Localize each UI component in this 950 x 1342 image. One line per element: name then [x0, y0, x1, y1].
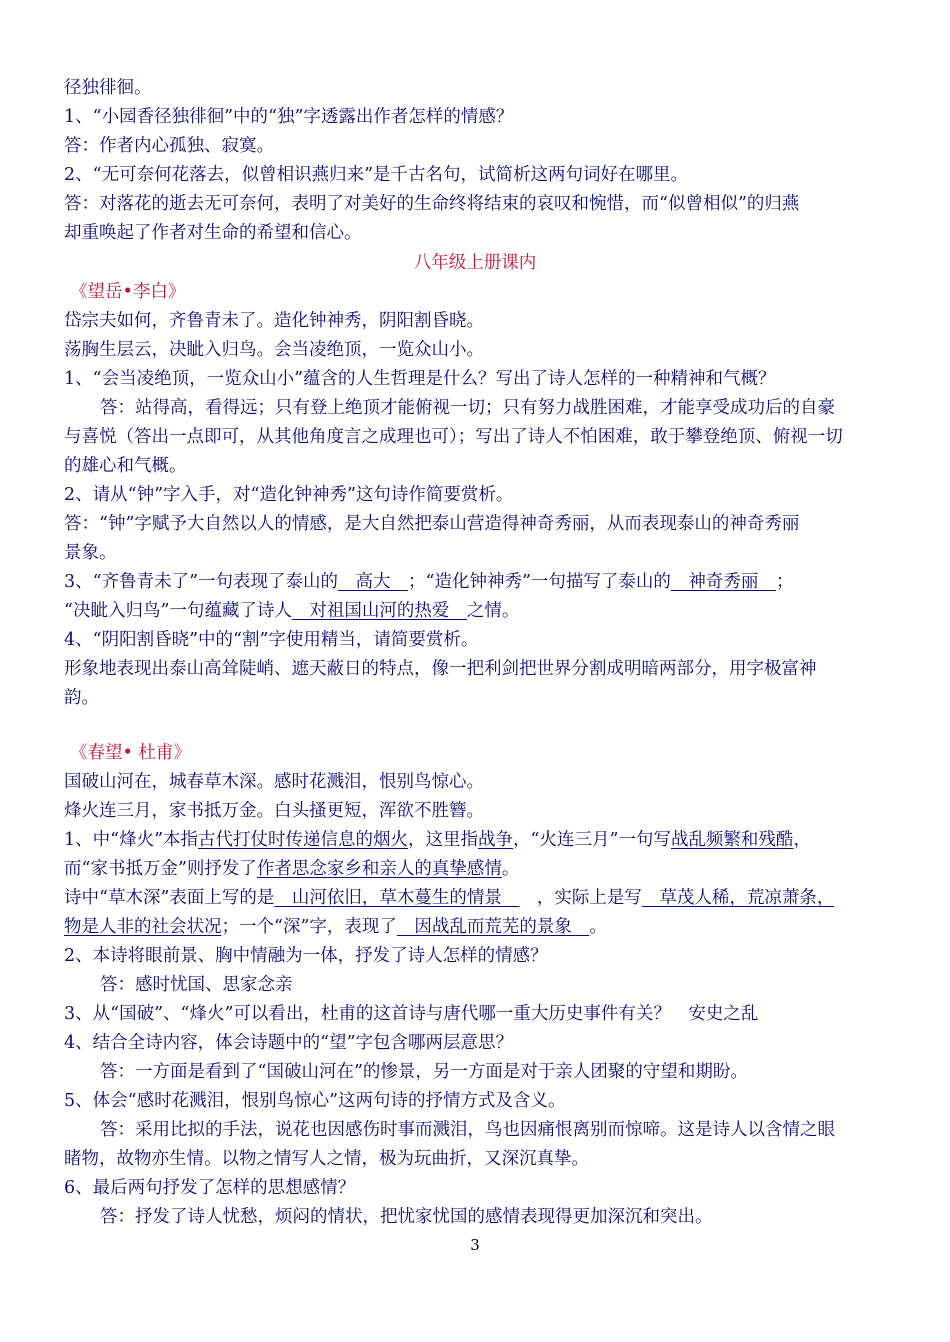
fill-blank-question — [64, 887, 834, 909]
text: 1、中“烽火”本指 — [64, 830, 199, 850]
answer: 答：采用比拟的手法，说花也因感伤时事而溅泪，鸟也因痛恨离别而惊啼。这是诗人以含情之眼 — [100, 1120, 835, 1140]
fill-blank-question — [64, 829, 811, 851]
blank-answer: 神奇秀丽 — [670, 572, 776, 592]
answer: 答：感时忧国、思家念亲 — [100, 975, 293, 995]
section-title: 八年级上册课内 — [413, 253, 537, 273]
answer: 与喜悦（答出一点即可，从其他角度言之成理也可）；写出了诗人不怕困难，敢于攀登绝顶、俯视一切 — [64, 427, 843, 447]
answer: 答：一方面是看到了“国破山河在”的惨景，另一方面是对于亲人团聚的守望和期盼。 — [100, 1062, 748, 1082]
answer: 答：对落花的逝去无可奈何，表明了对美好的生命终将结束的哀叹和惋惜，而“似曾相似”的归燕 — [64, 194, 800, 214]
blank-answer: 战争 — [478, 830, 514, 850]
page-number: 3 — [470, 1236, 480, 1254]
text: 3、“齐鲁青未了”一句表现了泰山的 — [64, 572, 339, 592]
question: 1、“小园香径独徘徊”中的“独”字透露出作者怎样的情感？ — [64, 107, 514, 127]
question: 6、最后两句抒发了怎样的思想感情？ — [64, 1178, 356, 1198]
question: 1、“会当凌绝顶，一览众山小”蕴含的人生哲理是什么？写出了诗人怎样的一种精神和气概？ — [64, 369, 776, 389]
blank-answer: 作者思念家乡和亲人的真挚感情 — [256, 859, 502, 879]
text: 。 — [501, 859, 520, 879]
blank-answer: 草茂人稀，荒凉萧条， — [641, 888, 835, 908]
answer: 答：“钟”字赋予大自然以人的情感，是大自然把泰山营造得神奇秀丽，从而表现泰山的神奇秀丽 — [64, 514, 800, 534]
question: 2、“无可奈何花落去，似曾相识燕归来”是千古名句，试简析这两句词好在哪里。 — [64, 165, 689, 185]
poem-line: 岱宗夫如何，齐鲁青未了。造化钟神秀，阴阳割昏晓。 — [64, 311, 484, 331]
blank-answer: 对祖国山河的热爱 — [291, 601, 467, 621]
blank-answer: 因战乱而荒芜的景象 — [396, 917, 590, 937]
poem-line: 荡胸生层云，决眦入归鸟。会当凌绝顶，一览众山小。 — [64, 340, 484, 360]
text: ，实际上是写 — [519, 888, 642, 908]
text-line: 径独徘徊。 — [64, 78, 152, 98]
question: 3、从“国破”、“烽火”可以看出，杜甫的这首诗与唐代哪一重大历史事件有关？ 安史之乱 — [64, 1004, 759, 1024]
text: ；“造化钟神秀”一句描写了泰山的 — [408, 572, 671, 592]
text: ，“火连三月”一句写 — [513, 830, 671, 850]
answer: 的雄心和气概。 — [64, 456, 187, 476]
fill-blank-question — [64, 916, 607, 938]
answer: 答：作者内心孤独、寂寞。 — [64, 136, 274, 156]
blank-answer: 物是人非的社会状况 — [64, 917, 222, 937]
poem-line: 烽火连三月，家书抵万金。白头搔更短，浑欲不胜簪。 — [64, 801, 484, 821]
question: 2、请从“钟”字入手，对“造化钟神秀”这句诗作简要赏析。 — [64, 485, 514, 505]
answer: 答：站得高，看得远；只有登上绝顶才能俯视一切；只有努力战胜困难，才能享受成功后的自豪 — [100, 398, 835, 418]
poem-title: 《春望• 杜甫》 — [70, 743, 191, 763]
answer: 却重唤起了作者对生命的希望和信心。 — [64, 223, 362, 243]
poem-line: 国破山河在，城春草木深。感时花溅泪，恨别鸟惊心。 — [64, 772, 484, 792]
blank-answer: 高大 — [338, 572, 409, 592]
question: 4、“阴阳割昏晓”中的“割”字使用精当，请简要赏析。 — [64, 630, 479, 650]
question: 4、结合全诗内容，体会诗题中的“望”字包含哪两层意思？ — [64, 1033, 514, 1053]
answer: 睹物，故物亦生情。以物之情写人之情，极为玩曲折，又深沉真挚。 — [64, 1149, 589, 1169]
answer: 形象地表现出泰山高耸陡峭、遮天蔽日的特点，像一把利剑把世界分割成明暗两部分，用字极富神 — [64, 659, 817, 679]
blank-answer: 山河依旧，草木蔓生的情景 — [274, 888, 520, 908]
text: 诗中“草木深”表面上写的是 — [64, 888, 275, 908]
text: 。 — [589, 917, 607, 937]
fill-blank-question — [64, 600, 519, 622]
text: ， — [793, 830, 811, 850]
question: 2、本诗将眼前景、胸中情融为一体，抒发了诗人怎样的情感？ — [64, 946, 548, 966]
text: ； — [775, 572, 794, 592]
fill-blank-question — [64, 571, 793, 593]
text: “决眦入归鸟”一句蕴藏了诗人 — [64, 601, 292, 621]
text: 而“家书抵万金”则抒发了 — [64, 859, 257, 879]
text: ，这里指 — [408, 830, 479, 850]
blank-answer: 战乱频繁和残酷 — [670, 830, 794, 850]
blank-answer: 古代打仗时传递信息的烟火 — [198, 830, 409, 850]
question: 5、体会“感时花溅泪，恨别鸟惊心”这两句诗的抒情方式及含义。 — [64, 1091, 566, 1111]
text: ；一个“深”字，表现了 — [221, 917, 397, 937]
poem-title: 《望岳•李白》 — [70, 282, 186, 302]
text: 之情。 — [466, 601, 520, 621]
fill-blank-question — [64, 858, 519, 880]
answer: 景象。 — [64, 543, 117, 563]
answer: 韵。 — [64, 688, 99, 708]
answer: 答：抒发了诗人忧愁，烦闷的情状，把忧家忧国的感情表现得更加深沉和突出。 — [100, 1207, 713, 1227]
